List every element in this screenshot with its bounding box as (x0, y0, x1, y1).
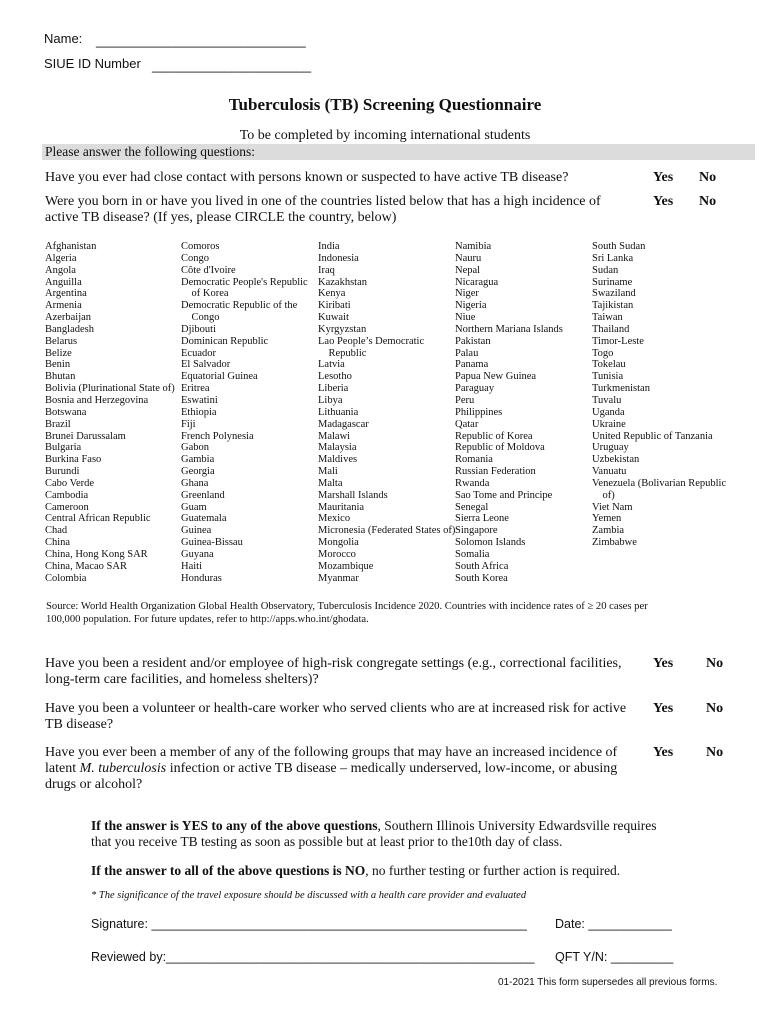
country-item[interactable]: Gabon (181, 442, 209, 454)
country-item[interactable]: Burundi (45, 466, 80, 478)
name-label: Name: (44, 31, 83, 46)
country-item[interactable]: China, Macao SAR (45, 560, 127, 572)
country-item[interactable]: South Africa (455, 560, 509, 572)
source-line-2: 100,000 population. For future updates, refer to http://apps.who.int/ghodata. (46, 614, 369, 625)
country-item[interactable]: Libya (318, 394, 343, 406)
country-item[interactable]: Niue (455, 312, 476, 324)
country-item[interactable]: Namibia (455, 241, 492, 252)
country-item[interactable]: Papua New Guinea (455, 371, 537, 383)
country-item[interactable]: Venezuela (Bolivarian Republic (592, 477, 727, 489)
country-item[interactable]: Singapore (455, 525, 498, 537)
country-item[interactable]: Turkmenistan (592, 383, 650, 395)
instructions-bar: Please answer the following questions: (42, 144, 755, 160)
country-item[interactable]: Kazakhstan (318, 276, 367, 288)
country-item[interactable]: Nepal (455, 264, 481, 276)
country-item[interactable]: Liberia (318, 383, 349, 395)
question-5-line-2-pre: latent (45, 761, 80, 776)
id-label: SIUE ID Number (44, 56, 141, 71)
country-item[interactable]: Haiti (181, 560, 202, 572)
country-item[interactable]: Lithuania (318, 406, 359, 418)
country-item[interactable]: South Korea (455, 572, 508, 584)
country-item[interactable]: Taiwan (592, 312, 623, 324)
country-item[interactable]: Democratic Republic of the (181, 300, 298, 312)
country-item[interactable]: Eritrea (181, 383, 210, 395)
country-item[interactable]: Swaziland (592, 288, 636, 300)
id-line[interactable]: ______________________ (152, 58, 312, 73)
country-item[interactable]: Philippines (455, 406, 503, 418)
country-item[interactable]: Azerbaijan (45, 312, 92, 324)
country-item[interactable]: Kyrgyzstan (318, 323, 367, 335)
country-item[interactable]: Tunisia (592, 371, 624, 383)
country-item[interactable]: of Korea (181, 288, 229, 300)
country-item[interactable]: Democratic People's Republic (181, 276, 308, 288)
q5-yes[interactable]: Yes (653, 745, 674, 760)
question-3-line-2: long-term care facilities, and homeless shelters)? (45, 672, 319, 687)
country-item[interactable]: Panama (455, 359, 489, 371)
q4-no[interactable]: No (706, 701, 724, 716)
country-item[interactable]: Mongolia (318, 537, 359, 549)
country-item[interactable]: Uzbekistan (592, 454, 640, 466)
country-item[interactable]: Latvia (318, 359, 345, 371)
country-item[interactable]: Thailand (592, 323, 630, 335)
country-item[interactable]: Colombia (45, 572, 87, 584)
country-item[interactable]: Viet Nam (592, 501, 633, 513)
country-item[interactable]: Ghana (181, 477, 209, 489)
country-item[interactable]: Belize (45, 347, 72, 359)
country-item[interactable]: India (318, 241, 340, 252)
q2-no[interactable]: No (699, 194, 717, 209)
question-3-line-1: Have you been a resident and/or employee of high-risk congregate settings (e.g., correctional facilities, (45, 656, 622, 671)
country-item[interactable]: Equatorial Guinea (181, 371, 258, 383)
signature-row (91, 917, 527, 931)
question-5 (45, 745, 617, 793)
country-item[interactable]: Central African Republic (45, 513, 151, 525)
question-3 (45, 656, 622, 688)
reviewed-line[interactable]: _____________________________________________________ (166, 950, 535, 964)
question-5-line-3: drugs or alcohol? (45, 777, 143, 792)
country-item[interactable]: United Republic of Tanzania (592, 430, 713, 442)
country-item[interactable]: Bhutan (45, 371, 76, 383)
yes-note-rest: , Southern Illinois University Edwardsville requires (377, 818, 657, 833)
question-5-italic-term: M. tuberculosis (79, 761, 167, 776)
country-item[interactable]: Mali (318, 466, 338, 478)
country-item[interactable]: Senegal (455, 501, 489, 513)
question-4 (45, 701, 626, 733)
country-item[interactable]: Russian Federation (455, 466, 536, 478)
country-item[interactable]: Malawi (318, 430, 351, 442)
country-item[interactable]: Northern Mariana Islands (455, 323, 563, 335)
yes-note (91, 818, 656, 850)
question-5-line-2-post: infection or active TB disease – medically underserved, low-income, or abusing (166, 761, 618, 776)
q3-no[interactable]: No (706, 656, 724, 671)
country-item[interactable]: French Polynesia (181, 430, 254, 442)
country-item[interactable]: Afghanistan (45, 241, 97, 252)
country-item[interactable]: Ethiopia (181, 406, 217, 418)
country-item[interactable]: Solomon Islands (455, 537, 526, 549)
name-line[interactable]: _____________________________ (96, 33, 306, 48)
country-item[interactable]: Lao People’s Democratic (318, 335, 425, 347)
country-item[interactable]: Yemen (592, 513, 622, 525)
country-item[interactable]: Malaysia (318, 442, 357, 454)
date-label: Date: (555, 917, 589, 931)
page-subtitle: To be completed by incoming international students (239, 128, 531, 143)
qft-line[interactable]: _________ (610, 950, 674, 964)
country-item[interactable]: Republic (318, 347, 367, 359)
country-item[interactable]: Ecuador (181, 347, 216, 359)
country-column-5 (592, 241, 726, 549)
country-item[interactable]: Brazil (45, 418, 71, 430)
source-line-1: Source: World Health Organization Global Health Observatory, Tuberculosis Incidence 2020. Countries with incidence rates of ≥ 20 cases per (46, 601, 648, 612)
country-item[interactable]: Belarus (45, 335, 78, 347)
country-item[interactable]: Brunei Darussalam (45, 430, 126, 442)
country-item[interactable]: Republic of Korea (455, 430, 533, 442)
country-item[interactable]: Angola (45, 264, 76, 276)
country-item[interactable]: Georgia (181, 466, 215, 478)
country-item[interactable]: Cameroon (45, 501, 89, 513)
country-item[interactable]: Vanuatu (592, 466, 627, 478)
country-item[interactable]: Comoros (181, 241, 220, 252)
question-2 (45, 194, 601, 226)
country-item[interactable]: Mozambique (318, 560, 374, 572)
country-item[interactable]: China, Hong Kong SAR (45, 548, 148, 560)
q1-no[interactable]: No (699, 170, 717, 185)
country-column-4 (455, 241, 563, 584)
travel-footnote: * The significance of the travel exposure should be discussed with a health care provider and evaluated (91, 890, 527, 901)
country-item[interactable]: Nicaragua (455, 276, 499, 288)
country-item[interactable]: Rwanda (455, 477, 490, 489)
country-item[interactable]: Niger (455, 288, 479, 300)
no-note (91, 863, 620, 879)
country-item[interactable]: Tuvalu (592, 394, 622, 406)
country-column-1 (45, 241, 175, 584)
signature-line[interactable]: ______________________________________________________ (151, 917, 527, 931)
country-item[interactable]: Nauru (455, 252, 482, 264)
q5-no[interactable]: No (706, 745, 724, 760)
country-column-3 (318, 241, 455, 584)
country-item[interactable]: Bangladesh (45, 323, 94, 335)
country-item[interactable]: Romania (455, 454, 493, 466)
country-item[interactable]: Congo (181, 252, 210, 264)
country-item[interactable]: Bulgaria (45, 442, 82, 454)
signature-label: Signature: (91, 917, 152, 931)
country-item[interactable]: Sierra Leone (455, 513, 509, 525)
no-note-bold: If the answer to all of the above questions is NO (91, 863, 366, 878)
country-item[interactable]: Guatemala (181, 513, 227, 525)
country-item[interactable]: Suriname (592, 276, 633, 288)
qft-row (555, 950, 673, 964)
q3-yes[interactable]: Yes (653, 656, 674, 671)
country-item[interactable]: Mauritania (318, 501, 365, 513)
country-item[interactable]: Cabo Verde (45, 477, 95, 489)
country-item[interactable]: Uruguay (592, 442, 629, 454)
country-item[interactable]: Anguilla (45, 276, 82, 288)
country-column-2 (181, 241, 308, 584)
country-item[interactable]: Mexico (318, 513, 351, 525)
yes-note-line-1 (91, 818, 656, 834)
yes-note-bold: If the answer is YES to any of the above questions (91, 818, 378, 833)
question-4-line-2: TB disease? (45, 717, 114, 732)
country-item[interactable]: Côte d'Ivoire (181, 264, 236, 276)
country-item[interactable]: Botswana (45, 406, 87, 418)
country-item[interactable]: Eswatini (181, 394, 218, 406)
qft-label: QFT Y/N: (555, 950, 611, 964)
country-item[interactable]: Palau (455, 347, 479, 359)
country-item[interactable]: Benin (45, 359, 71, 371)
country-item[interactable]: Iraq (318, 264, 335, 276)
country-item[interactable]: Kuwait (318, 312, 349, 324)
source-note (46, 600, 726, 626)
country-item[interactable]: Micronesia (Federated States of) (318, 525, 456, 537)
country-item[interactable]: Maldives (318, 454, 358, 466)
country-item[interactable]: Peru (455, 394, 475, 406)
country-item[interactable]: South Sudan (592, 241, 646, 252)
date-line[interactable]: ____________ (588, 917, 672, 931)
question-4-line-1: Have you been a volunteer or health-care worker who served clients who are at increased risk for active (45, 701, 627, 716)
question-5-line-2 (45, 761, 617, 777)
country-item[interactable]: Bolivia (Plurinational State of) (45, 383, 175, 395)
country-item[interactable]: Madagascar (318, 418, 369, 430)
q2-yes[interactable]: Yes (653, 194, 674, 209)
country-item[interactable]: Cambodia (45, 489, 89, 501)
country-item[interactable]: Somalia (455, 548, 490, 560)
country-item[interactable]: Sri Lanka (592, 252, 634, 264)
country-item[interactable]: Fiji (181, 418, 196, 430)
country-item[interactable]: Gambia (181, 454, 215, 466)
country-item[interactable]: Kenya (318, 288, 346, 300)
q1-yes[interactable]: Yes (653, 170, 674, 185)
country-item[interactable]: Congo (181, 312, 220, 324)
country-item[interactable]: Zimbabwe (592, 537, 637, 549)
date-row (555, 917, 672, 931)
country-item[interactable]: Sao Tome and Principe (455, 489, 553, 501)
country-item[interactable]: El Salvador (181, 359, 231, 371)
country-item[interactable]: Honduras (181, 572, 222, 584)
country-item[interactable]: Guam (181, 501, 207, 513)
question-5-line-1: Have you ever been a member of any of the following groups that may have an increased incidence of (45, 745, 618, 760)
country-item[interactable]: Uganda (592, 406, 625, 418)
country-item[interactable]: Chad (45, 525, 68, 537)
yes-note-line-2: that you receive TB testing as soon as possible but at least prior to the10th day of class. (91, 834, 563, 849)
country-item[interactable]: Malta (318, 477, 343, 489)
q4-yes[interactable]: Yes (653, 701, 674, 716)
country-item[interactable]: Argentina (45, 288, 87, 300)
reviewed-label: Reviewed by: (91, 950, 167, 964)
country-item[interactable]: Qatar (455, 418, 479, 430)
country-item[interactable]: Guinea (181, 525, 212, 537)
country-item[interactable]: Kiribati (318, 300, 351, 312)
country-item[interactable]: China (45, 537, 71, 549)
country-item[interactable]: of) (592, 489, 615, 501)
country-item[interactable]: Timor-Leste (592, 335, 644, 347)
country-item[interactable]: Ukraine (592, 418, 626, 430)
country-item[interactable]: Burkina Faso (45, 454, 102, 466)
country-item[interactable]: Guinea-Bissau (181, 537, 243, 549)
country-item[interactable]: Tokelau (592, 359, 626, 371)
country-item[interactable]: Togo (592, 347, 614, 359)
country-item[interactable]: Dominican Republic (181, 335, 269, 347)
country-item[interactable]: Marshall Islands (318, 489, 388, 501)
country-item[interactable]: Nigeria (455, 300, 487, 312)
country-item[interactable]: Algeria (45, 252, 77, 264)
country-item[interactable]: Guyana (181, 548, 214, 560)
country-item[interactable]: Sudan (592, 264, 619, 276)
country-item[interactable]: Armenia (45, 300, 82, 312)
country-item[interactable]: Greenland (181, 489, 225, 501)
revision-note: 01-2021 This form supersedes all previous forms. (498, 977, 718, 988)
reviewed-row (91, 950, 535, 964)
country-item[interactable]: Tajikistan (592, 300, 634, 312)
question-2-line-2: active TB disease? (If yes, please CIRCLE the country, below) (45, 210, 397, 225)
country-item[interactable]: Indonesia (318, 252, 359, 264)
country-item[interactable]: Djibouti (181, 323, 217, 335)
question-2-line-1: Were you born in or have you lived in one of the countries listed below that has a high incidence of (45, 194, 601, 209)
country-item[interactable]: Myanmar (318, 572, 359, 584)
no-note-rest: , no further testing or further action is required. (365, 863, 621, 878)
country-item[interactable]: Bosnia and Herzegovina (45, 394, 149, 406)
country-item[interactable]: Zambia (592, 525, 625, 537)
page-title: Tuberculosis (TB) Screening Questionnaire (228, 95, 542, 114)
country-item[interactable]: Lesotho (318, 371, 352, 383)
country-item[interactable]: Republic of Moldova (455, 442, 545, 454)
country-item[interactable]: Paraguay (455, 383, 495, 395)
country-item[interactable]: Pakistan (455, 335, 491, 347)
country-item[interactable]: Morocco (318, 548, 356, 560)
question-1: Have you ever had close contact with persons known or suspected to have active TB disease? (45, 170, 569, 185)
